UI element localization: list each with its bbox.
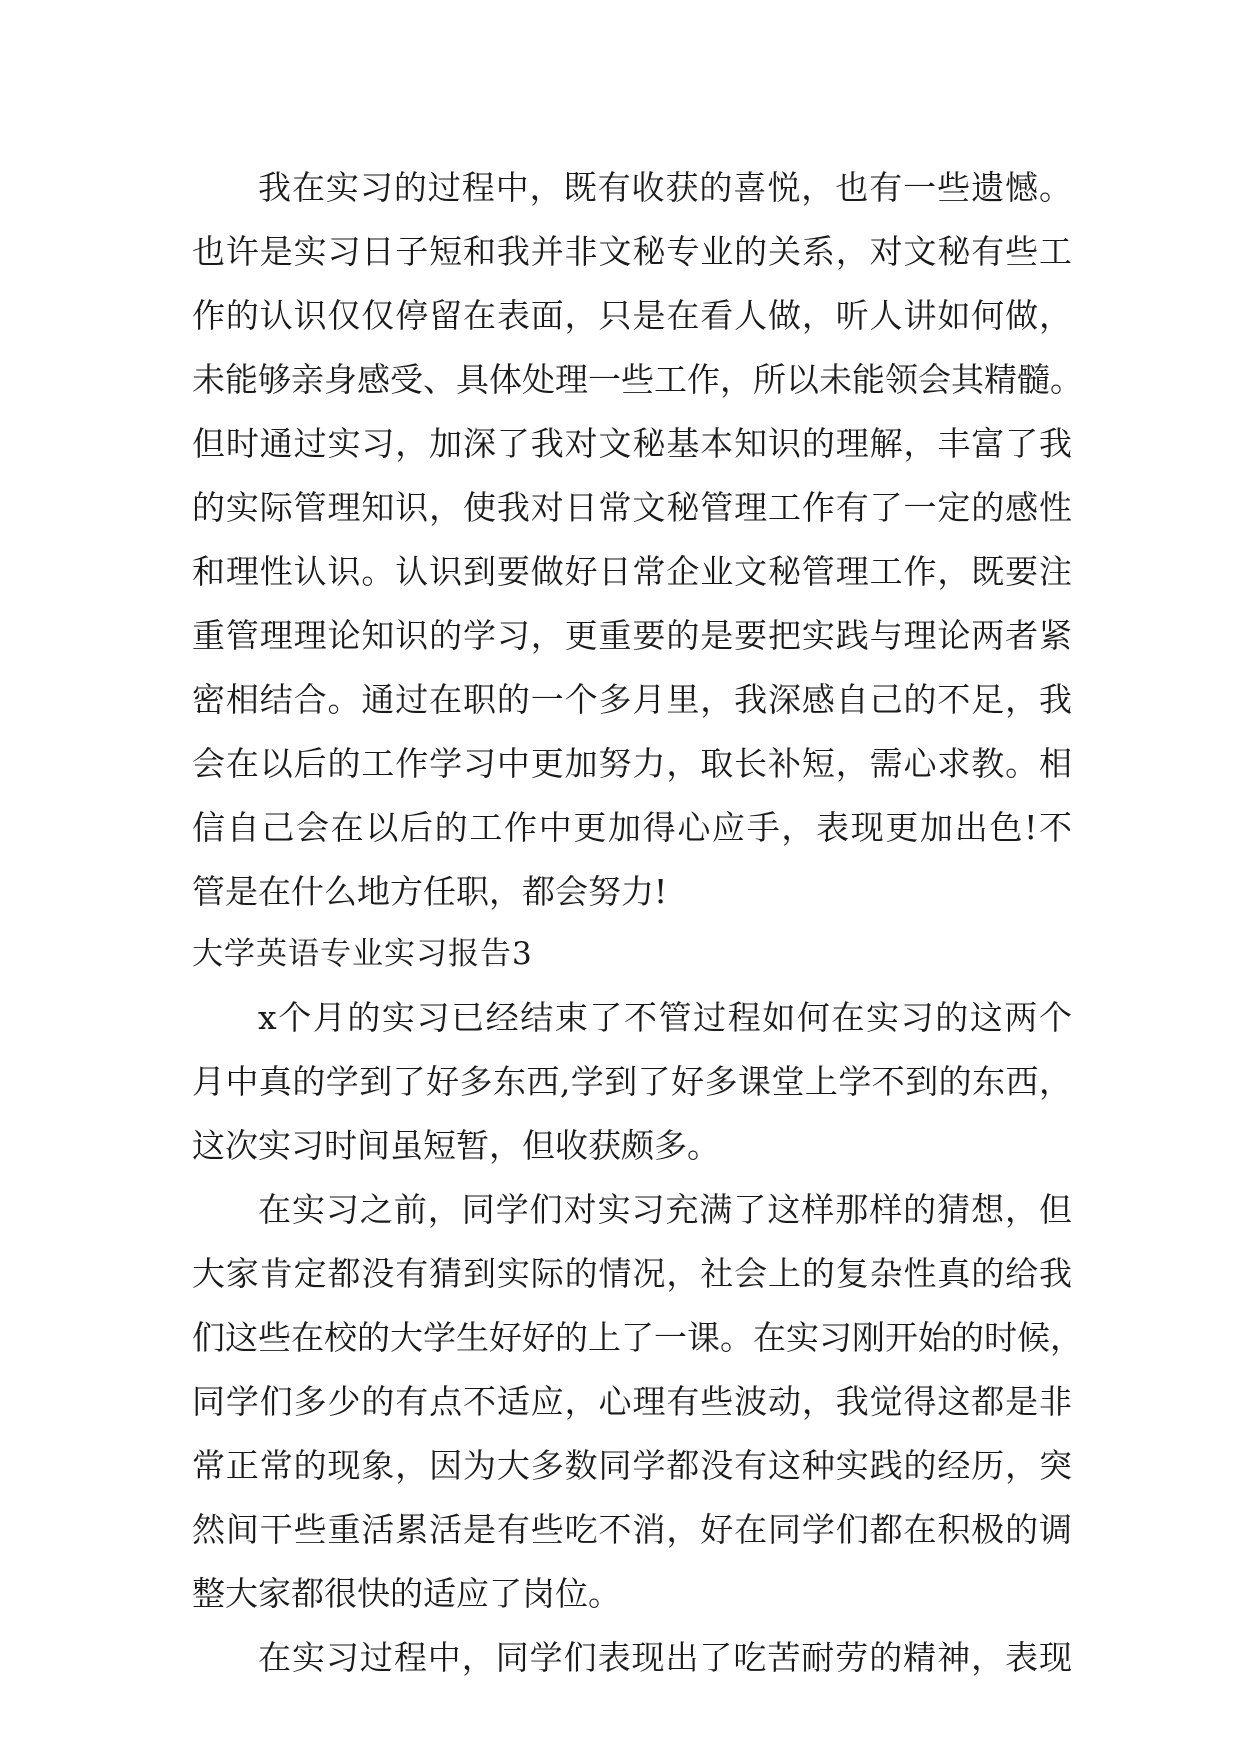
paragraph-2-line-2: 月中真的学到了好多东西,学到了好多课堂上学不到的东西，	[192, 1062, 1072, 1101]
paragraph-1-line-7: 和理性认识。认识到要做好日常企业文秘管理工作，既要注	[192, 552, 1072, 591]
paragraph-2-line-1: x个月的实习已经结束了不管过程如何在实习的这两个	[258, 998, 1072, 1037]
paragraph-1-line-3: 作的认识仅仅停留在表面，只是在看人做，听人讲如何做，	[192, 296, 1072, 335]
paragraph-1-line-12: 管是在什么地方任职，都会努力!	[192, 872, 668, 911]
paragraph-1-line-2: 也许是实习日子短和我并非文秘专业的关系，对文秘有些工	[192, 232, 1072, 271]
paragraph-3-line-7: 整大家都很快的适应了岗位。	[192, 1574, 621, 1613]
paragraph-3-line-4: 同学们多少的有点不适应，心理有些波动，我觉得这都是非	[192, 1382, 1072, 1421]
section-heading: 大学英语专业实习报告3	[192, 936, 533, 972]
paragraph-1-line-11: 信自己会在以后的工作中更加得心应手，表现更加出色!不	[192, 808, 1072, 847]
paragraph-3-line-3: 们这些在校的大学生好好的上了一课。在实习刚开始的时候，	[192, 1318, 1083, 1357]
paragraph-1-line-1: 我在实习的过程中，既有收获的喜悦，也有一些遗憾。	[258, 168, 1072, 207]
paragraph-3-line-1: 在实习之前，同学们对实习充满了这样那样的猜想，但	[258, 1190, 1072, 1229]
paragraph-3-line-2: 大家肯定都没有猜到实际的情况，社会上的复杂性真的给我	[192, 1254, 1072, 1293]
paragraph-2-line-3: 这次实习时间虽短暂，但收获颇多。	[192, 1126, 720, 1165]
paragraph-1-line-9: 密相结合。通过在职的一个多月里，我深感自己的不足，我	[192, 680, 1072, 719]
paragraph-1-line-8: 重管理理论知识的学习，更重要的是要把实践与理论两者紧	[192, 616, 1072, 655]
paragraph-1-line-4: 未能够亲身感受、具体处理一些工作，所以未能领会其精髓。	[192, 360, 1083, 399]
paragraph-1-line-5: 但时通过实习，加深了我对文秘基本知识的理解，丰富了我	[192, 424, 1072, 463]
paragraph-3-line-5: 常正常的现象，因为大多数同学都没有这种实践的经历，突	[192, 1446, 1072, 1485]
paragraph-4-line-1: 在实习过程中，同学们表现出了吃苦耐劳的精神，表现	[258, 1638, 1072, 1677]
paragraph-1-line-10: 会在以后的工作学习中更加努力，取长补短，需心求教。相	[192, 744, 1072, 783]
paragraph-3-line-6: 然间干些重活累活是有些吃不消，好在同学们都在积极的调	[192, 1510, 1072, 1549]
paragraph-1-line-6: 的实际管理知识，使我对日常文秘管理工作有了一定的感性	[192, 488, 1072, 527]
